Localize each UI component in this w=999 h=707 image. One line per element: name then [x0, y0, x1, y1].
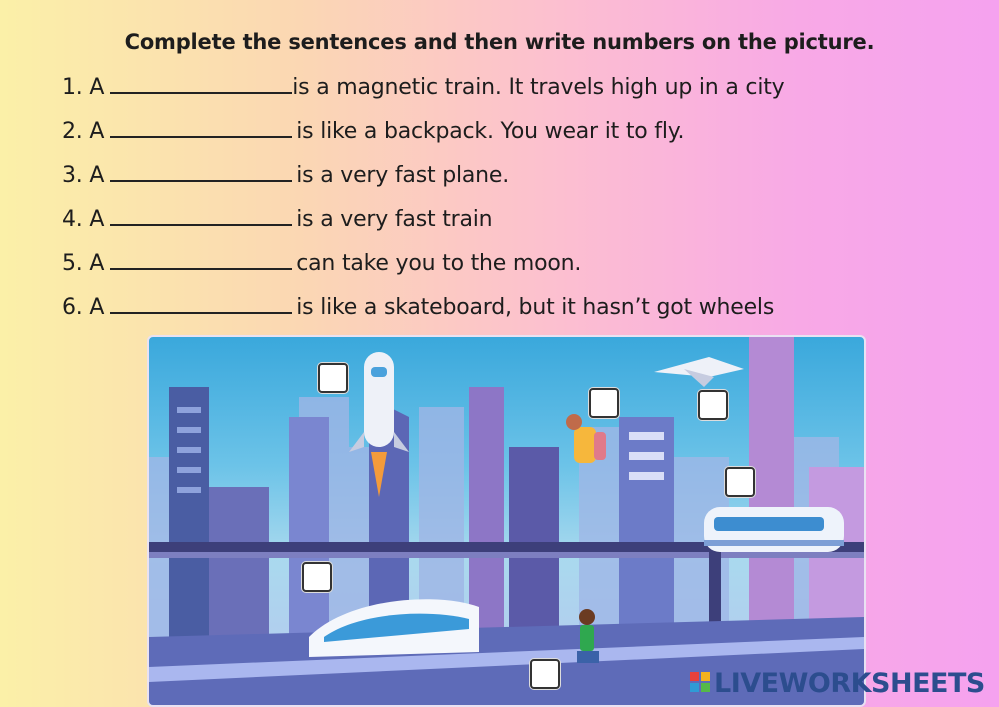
instructions-title: Complete the sentences and then write numbers on the picture.	[124, 30, 875, 54]
sentence-1	[62, 72, 784, 100]
sentence-text: is a magnetic train. It travels high up in a city	[292, 75, 785, 100]
answer-blank[interactable]	[110, 248, 292, 270]
sentence-text: is like a backpack. You wear it to fly.	[296, 119, 685, 144]
sentence-5	[62, 248, 581, 276]
sentence-number: 4. A	[62, 207, 105, 232]
answer-box-plane[interactable]	[698, 390, 728, 420]
answer-box-rocket[interactable]	[318, 363, 348, 393]
liveworksheets-logo-icon	[690, 672, 710, 694]
sentence-number: 2. A	[62, 119, 105, 144]
sentence-6	[62, 292, 774, 320]
answer-blank[interactable]	[110, 72, 292, 94]
sentence-text: is a very fast train	[296, 207, 493, 232]
sentence-number: 3. A	[62, 163, 105, 188]
sentence-text: is a very fast plane.	[296, 163, 510, 188]
sentence-number: 1. A	[62, 75, 105, 100]
answer-box-jetpack[interactable]	[589, 388, 619, 418]
brand-name: LIVEWORKSHEETS	[714, 667, 985, 699]
sentence-number: 5. A	[62, 251, 105, 276]
answer-blank[interactable]	[110, 292, 292, 314]
answer-blank[interactable]	[110, 204, 292, 226]
city-scene-graphic	[149, 337, 864, 705]
liveworksheets-brand	[690, 668, 985, 698]
answer-box-bullet-train[interactable]	[302, 562, 332, 592]
sentence-3	[62, 160, 509, 188]
sentence-4	[62, 204, 492, 232]
sentence-text: is like a skateboard, but it hasn’t got wheels	[296, 295, 775, 320]
futuristic-city-illustration	[147, 335, 866, 707]
answer-box-hoverboard[interactable]	[530, 659, 560, 689]
sentence-2	[62, 116, 684, 144]
answer-blank[interactable]	[110, 160, 292, 182]
answer-box-maglev[interactable]	[725, 467, 755, 497]
sentence-text: can take you to the moon.	[296, 251, 582, 276]
sentence-number: 6. A	[62, 295, 105, 320]
answer-blank[interactable]	[110, 116, 292, 138]
